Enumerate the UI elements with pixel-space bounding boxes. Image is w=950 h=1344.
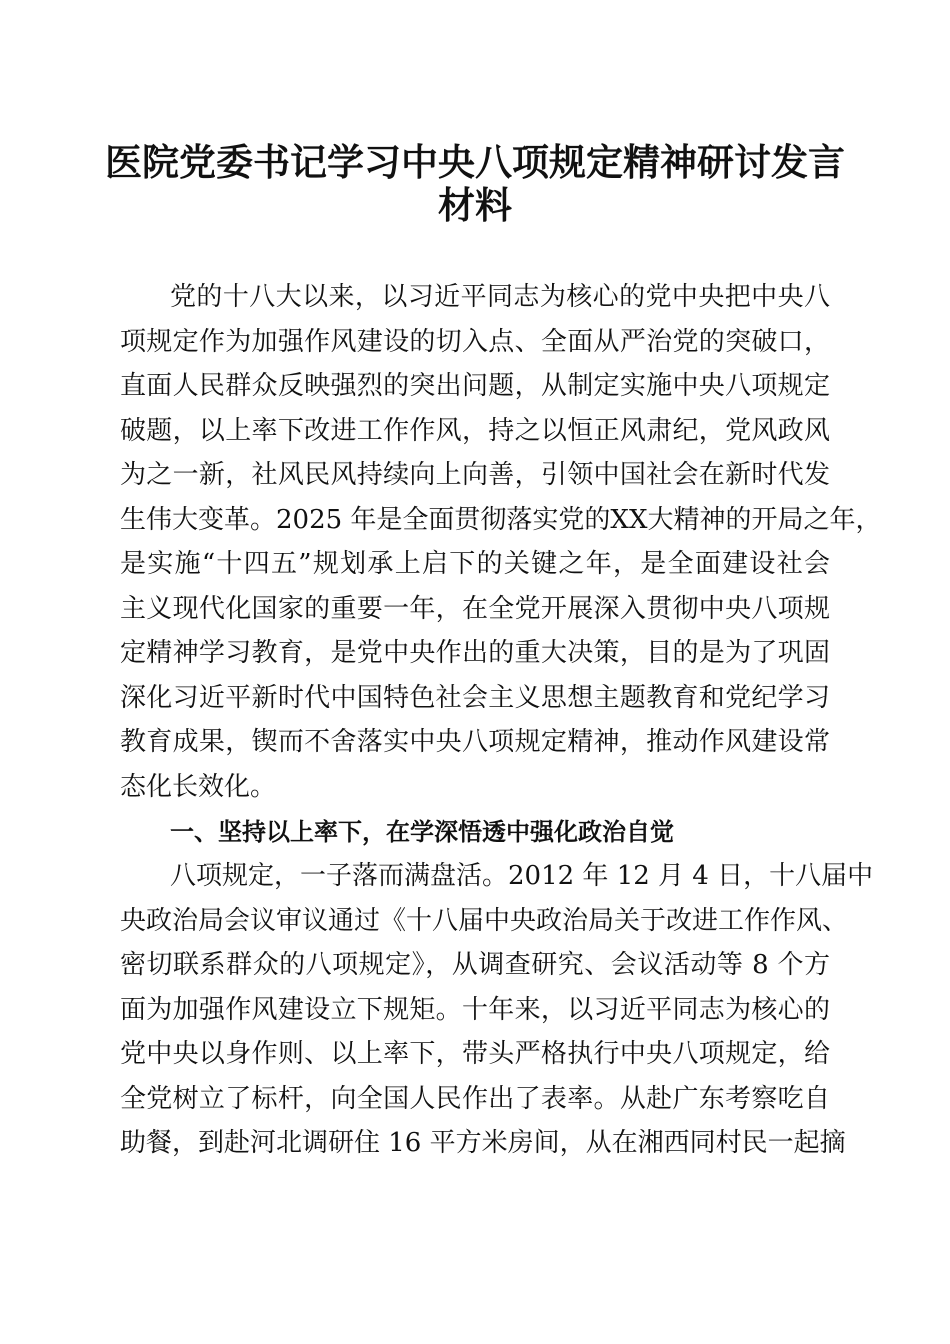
paragraph-1-line: 深化习近平新时代中国特色社会主义思想主题教育和党纪学习: [120, 683, 830, 713]
paragraph-1-line: 项规定作为加强作风建设的切入点、全面从严治党的突破口，: [120, 327, 830, 357]
paragraph-2-line: 八项规定，一子落而满盘活。2012 年 12 月 4 日，十八届中: [170, 861, 874, 891]
paragraph-1-line: 破题，以上率下改进工作作风，持之以恒正风肃纪，党风政风: [120, 416, 830, 446]
paragraph-1-line: 定精神学习教育，是党中央作出的重大决策，目的是为了巩固: [120, 638, 830, 668]
document-title-line-2: 材料: [438, 183, 512, 227]
paragraph-2-line: 党中央以身作则、以上率下，带头严格执行中央八项规定，给: [120, 1039, 830, 1069]
paragraph-1-line: 直面人民群众反映强烈的突出问题，从制定实施中央八项规定: [120, 371, 830, 401]
paragraph-2-line: 密切联系群众的八项规定》，从调查研究、会议活动等 8 个方: [120, 950, 830, 980]
paragraph-1-line: 为之一新，社风民风持续向上向善，引领中国社会在新时代发: [120, 460, 830, 490]
paragraph-1-line: 是实施“十四五”规划承上启下的关键之年，是全面建设社会: [120, 549, 830, 579]
paragraph-2-line: 面为加强作风建设立下规矩。十年来，以习近平同志为核心的: [120, 995, 830, 1025]
document-title-line-1: 医院党委书记学习中央八项规定精神研讨发言: [105, 140, 845, 184]
paragraph-1-line: 教育成果，锲而不舍落实中央八项规定精神，推动作风建设常: [120, 727, 830, 757]
section-heading-1: 一、坚持以上率下，在学深悟透中强化政治自觉: [170, 818, 674, 846]
paragraph-2-line: 央政治局会议审议通过《十八届中央政治局关于改进工作作风、: [120, 906, 849, 936]
paragraph-1-line: 生伟大变革。2025 年是全面贯彻落实党的XX大精神的开局之年，: [120, 505, 882, 535]
paragraph-2-line: 助餐，到赴河北调研住 16 平方米房间，从在湘西同村民一起摘: [120, 1128, 846, 1158]
paragraph-1-line: 主义现代化国家的重要一年，在全党开展深入贯彻中央八项规: [120, 594, 830, 624]
paragraph-2-line: 全党树立了标杆，向全国人民作出了表率。从赴广东考察吃自: [120, 1084, 830, 1114]
paragraph-1-line: 党的十八大以来，以习近平同志为核心的党中央把中央八: [170, 282, 830, 312]
paragraph-1-line: 态化长效化。: [120, 772, 277, 802]
